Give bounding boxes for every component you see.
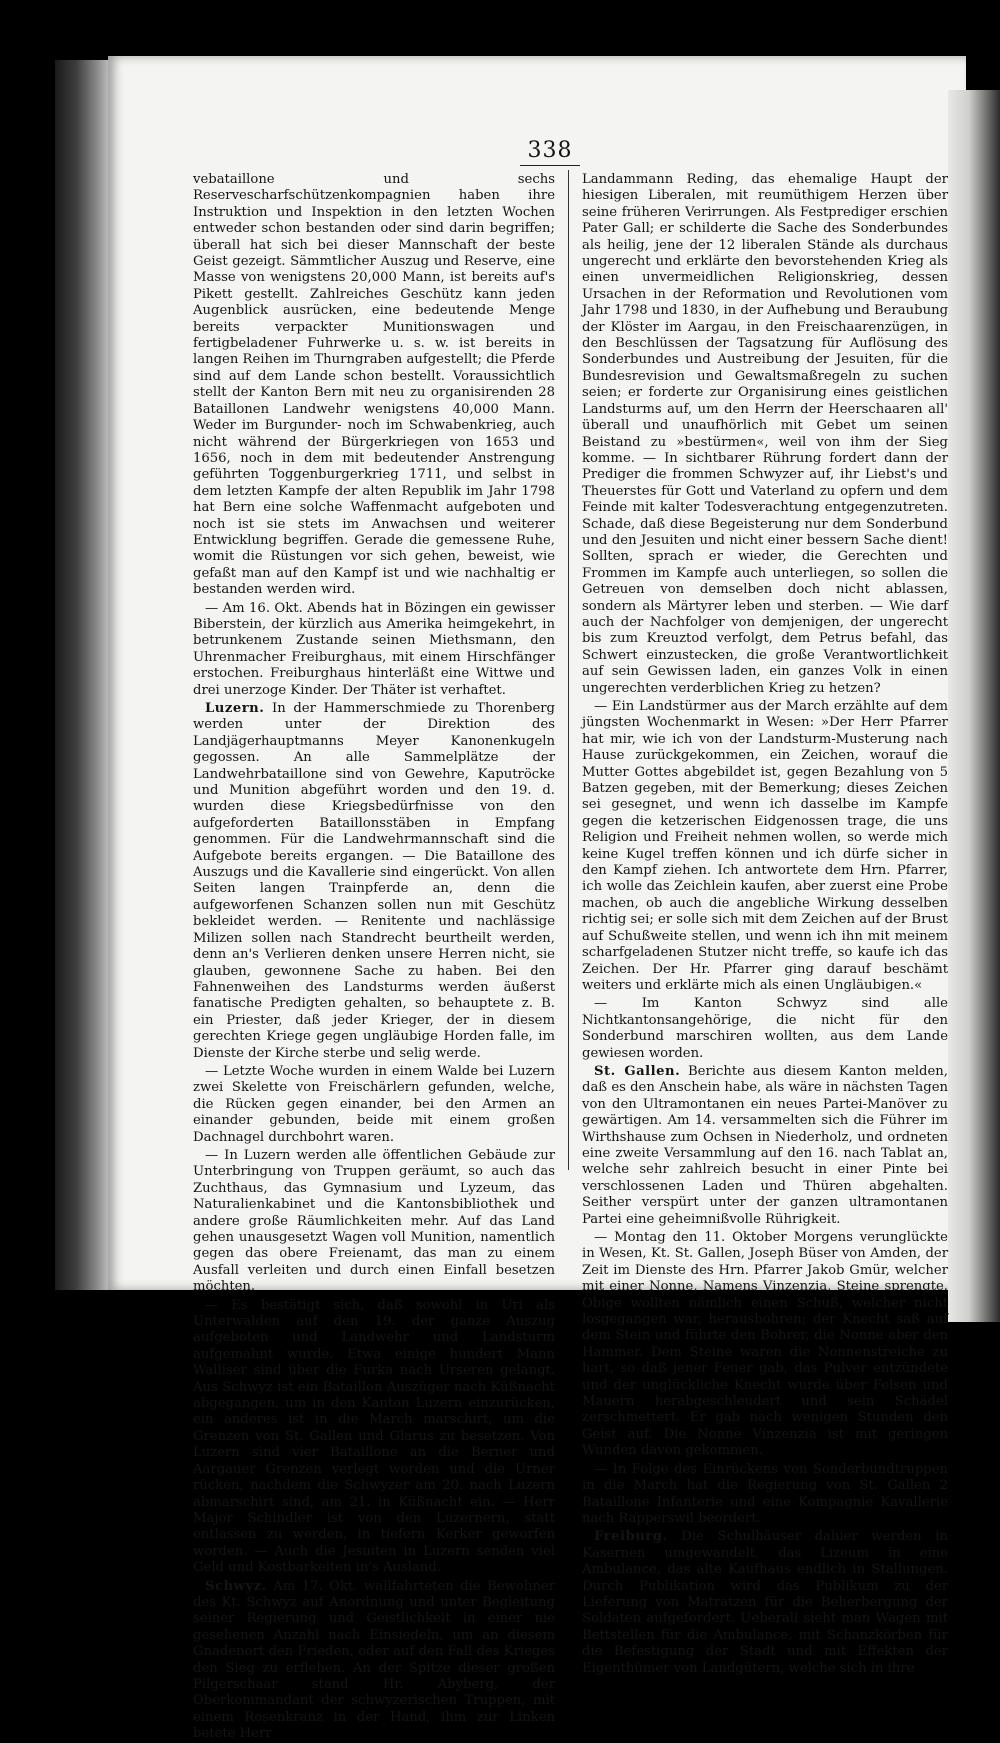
place-heading: Schwyz. [205,1578,267,1594]
paragraph-text: Am 17. Okt. wallfahrteten die Bewohner des Kt. Schwyz auf Anordnung und unter Begleitung seiner Regierung und Geistlichkeit in einer nie gesehenen Anzahl nach Einsiedeln, um an diesem Gnadenort den Frieden, oder auf den Fall des Krieges den Sieg zu erflehen. An der Spitze dieser großen Pilgerschaar stand Hr. Abyberg, der Oberkommandant der schwyzerischen Truppen, mit einem Rosenkranz in der Hand, ihm zur Linken betete Herr [193,1578,555,1742]
place-heading: Luzern. [205,701,265,716]
page-edge [948,90,1000,1322]
paragraph-text: — Letzte Woche wurden in einem Walde bei Luzern zwei Skelette von Freischärlern gefunden, welche, die Rücken gegen einander, bei den Armen an einander gebunden, beide mit einem großen Dachnagel durchbohrt waren. [193,1063,555,1145]
left-column [193,172,555,1742]
paragraph [193,172,555,599]
paragraph-text: — Im Kanton Schwyz sind alle Nichtkantonsangehörige, die nicht für den Sonderbund marschiren wollten, aus dem Lande gewiesen worden. [582,996,948,1061]
paragraph-text: — Ein Landstürmer aus der March erzählte auf dem jüngsten Wochenmarkt in Wesen: »Der Herr Pfarrer hat mir, wie ich von der Landsturm-Musterung nach Hause zurückgekommen, ein Zeichen, worauf die Mutter Gottes abgebildet ist, gegen Bezahlung von 5 Batzen gegeben, mit der Bemerkung; dieses Zeichen sei gesegnet, und wenn ich dasselbe im Kampfe gegen die ketzerischen Eidgenossen trage, die uns Religion und Freiheit nehmen wollen, so werde mich keine Kugel treffen können und ich dürfe sicher in den Kampf ziehen. Ich antwortete dem Hrn. Pfarrer, ich wolle das Zeichlein kaufen, aber zuerst eine Probe machen, ob auch die angebliche Wirkung desselben richtig sei; er solle sich mit dem Zeichen auf der Brust auf Schußweite stellen, und wenn ich ihn mit meinem scharfgeladenen Stutzer nicht treffe, so kaufe ich das Zeichen. Der Hr. Pfarrer ging darauf beschämt weiters und erklärte mich als einen Ungläubigen.« [582,699,948,993]
right-column [582,172,949,1676]
paragraph [582,1462,948,1528]
paragraph [582,172,948,697]
paragraph-text: Die Schulhäuser dahier werden in Kasernen umgewandelt, das Lizeum in eine Ambulance, das alte Kaufhaus endlich in Stallungen. Durch Publikation wird das Publikum zu der Lieferung von Matratzen für die Beherbergung der Soldaten aufgefordert. Ueberall sieht man Wagen mit Bettstellen für die Ambulance, mit Schanzkörben für die Befestigung der Stadt und mit Effekten der Eigenthümer von Landgütern, welche sich in ihre [582,1529,948,1676]
page-number-rule [520,165,580,166]
paragraph-text: — Am 16. Okt. Abends hat in Bözingen ein gewisser Biberstein, der kürzlich aus Amerika heimgekehrt, in betrunkenem Zustande seinen Miethsmann, den Uhrenmacher Freiburghaus, mit einem Hirschfänger erstochen. Freiburghaus hinterläßt eine Wittwe und drei unerzoge Kinder. Der Thäter ist verhaftet. [193,600,555,698]
paragraph-text: Berichte aus diesem Kanton melden, daß es den Anschein habe, als wäre in nächsten Tagen von den Ultramontanen ein neues Partei-Manöver zu gewärtigen. Am 14. versammelten sich die Führer im Wirthshause zum Ochsen in Niederholz, und ordneten eine zweite Versammlung auf den 16. nach Tablat an, welche sehr zahlreich besucht in einer Pinte bei verschlossenen Laden und Thüren abgehalten. Seither verspürt unter der ganzen ultramontanen Partei eine geheimnißvolle Rührigkeit. [582,1063,948,1227]
paragraph [193,1579,555,1743]
book-spine [55,60,115,1290]
column-divider [568,170,569,1170]
paragraph-text: — Es bestätigt sich, daß sowohl in Uri als Unterwalden auf den 19. der ganze Auszug aufgeboten und Landwehr und Landsturm aufgemahnt wurde. Etwa einige hundert Mann Walliser sind über die Furka nach Urseren gelangt. Aus Schwyz ist ein Bataillon Auszüger nach Küßnacht abgegangen, um in den Kanton Luzern einzurücken, ein anderes ist in die March marschirt, um die Grenzen von St. Gallen und Glarus zu besetzen. Von Luzern sind vier Bataillone an die Berner und Aargauer Grenzen verlegt worden und die Urner rücken, nachdem die Schwyzer am 20. nach Luzern abmarschirt sind, am 21. in Küßnacht ein. — Herr Major Schindler ist von den Luzernern, statt entlassen zu werden, in tiefern Kerker geworfen worden. — Auch die Jesuiten in Luzern senden viel Geld und Kostbarkeiten in's Ausland. [193,1297,555,1576]
paragraph [582,1064,948,1228]
place-heading: Freiburg. [594,1529,668,1545]
paragraph [193,1064,555,1146]
paragraph-text: — Montag den 11. Oktober Morgens verunglückte in Wesen, Kt. St. Gallen, Joseph Büser von Amden, der Zeit im Dienste des Hrn. Pfarrer Jakob Gmür, welcher mit einer Nonne, Namens Vinzenzia, Steine sprengte. Obige wollten nämlich einen Schuß, welcher nicht losgegangen war, herausbohren; der Knecht saß auf dem Stein und führte den Bohrer, die Nonne aber den Hammer. Dem Steine waren die Nonnenstreiche zu hart, so daß jener Feuer gab, das Pulver entzündete und der unglückliche Knecht wurde über Felsen und Mauern herabgeschleudert und sein Schädel zerschmettert. Er gab nach wenigen Stunden den Geist auf. Die Nonne Vinzenzia ist mit geringen Wunden davon gekommen. [582,1230,948,1459]
paragraph-text: — In Luzern werden alle öffentlichen Gebäude zur Unterbringung von Truppen geräumt, so auch das Zuchthaus, das Gymnasium und Lyzeum, das Naturalienkabinet und die Kantonsbibliothek und andere große Räumlichkeiten mehr. Auf das Land gehen unausgesetzt Wagen voll Munition, namentlich gegen das obere Freienamt, das man zu einem Ausfall verleiten und durch einen Einfall besetzen möchten. [193,1147,555,1295]
paragraph [193,701,555,1062]
paragraph-text: vebataillone und sechs Reservescharfschützenkompagnien haben ihre Instruktion und Inspektion in den letzten Wochen entweder schon bestanden oder sind darin begriffen; überall hat sich bei dieser Mannschaft der beste Geist gezeigt. Sämmtlicher Auszug und Reserve, eine Masse von wenigstens 20,000 Mann, ist bereits auf's Pikett gestellt. Zahlreiches Geschütz kann jeden Augenblick ausrücken, eine bedeutende Menge bereits verpackter Munitionswagen und fertigbeladener Fuhrwerke u. s. w. ist bereits in langen Reihen im Thurngraben aufgestellt; die Pferde sind auf dem Lande schon bestellt. Voraussichtlich stellt der Kanton Bern mit neu zu organisirenden 28 Bataillonen Landwehr wenigstens 40,000 Mann. Weder im Burgunder- noch im Schwabenkrieg, auch nicht während der Bürgerkriegen von 1653 und 1656, noch in dem mit bedeutender Anstrengung geführten Toggenburgerkrieg 1711, und selbst in dem letzten Kampfe der alten Republik im Jahr 1798 hat Bern eine solche Waffenmacht aufgeboten und noch ist sie stets im Anwachsen und weiterer Entwicklung begriffen. Gerade die gemessene Ruhe, womit die Rüstungen vor sich gehen, beweist, wie gefaßt man auf den Kampf ist und wie nachhaltig er bestanden werden wird. [193,172,555,598]
paragraph [582,699,948,994]
paragraph [582,996,948,1062]
page-number: 338 [527,138,573,163]
paragraph [582,1529,948,1677]
place-heading: St. Gallen. [594,1063,681,1079]
paragraph [193,1148,555,1296]
paragraph-text: In der Hammerschmiede zu Thorenberg werden unter der Direktion des Landjägerhauptmanns Meyer Kanonenkugeln gegossen. An alle Sammelplätze der Landwehrbataillone sind von Gewehre, Kaputröcke und Munition abgeführt worden und den 19. d. wurden diese Kriegsbedürfnisse von den aufgeforderten Bataillonsstäben in Empfang genommen. Für die Landwehrmannschaft sind die Aufgebote bereits ergangen. — Die Bataillone des Auszugs und die Kavallerie sind eingerückt. Von allen Seiten langen Trainpferde an, denn die aufgeworfenen Schanzen sollen nun mit Geschütz bekleidet werden. — Renitente und nachlässige Milizen sollen nach Standrecht beurtheilt werden, denn an's Verlieren denken unsere Herren nicht, sie glauben, gewonnene Sache zu haben. Bei den Fahnenweihen des Landsturms werden äußerst fanatische Predigten gehalten, so behauptete z. B. ein Priester, daß jeder Krieger, der in diesem gerechten Kriege gegen ungläubige Horden falle, im Dienste der Kirche sterbe und selig werde. [193,701,555,1061]
paragraph [582,1230,948,1460]
paragraph-text: — In Folge des Einrückens von Sonderbundtruppen in die March hat die Regierung von St. Gallen 2 Bataillone Infanterie und eine Kompagnie Kavallerie nach Rapperswil beordert. [582,1461,948,1526]
paragraph [193,1298,555,1577]
paragraph-text: Landammann Reding, das ehemalige Haupt der hiesigen Liberalen, mit reumüthigem Herzen über seine früheren Verirrungen. Als Festprediger erschien Pater Gall; er schilderte die Sache des Sonderbundes als heilig, jene der 12 liberalen Stände als durchaus ungerecht und erklärte den bevorstehenden Krieg als einen unvermeidlichen Religionskrieg, dessen Ursachen in der Reformation und Revolutionen vom Jahr 1798 und 1830, in der Aufhebung und Beraubung der Klöster im Aargau, in den Freischaarenzügen, in den Beschlüssen der Tagsatzung für Auflösung des Sonderbundes und Austreibung der Jesuiten, für die Bundesrevision und Gewaltsmaßregeln zu suchen seien; er forderte zur Organisirung eines geistlichen Landsturms auf, um den Herrn der Heerschaaren all' überall und unaufhörlich mit Gebet um seinen Beistand zu »bestürmen«, weil von ihm der Sieg komme. — In sichtbarer Rührung fordert dann der Prediger die frommen Schwyzer auf, ihr Liebst's und Theuerstes für Gott und Vaterland zu opfern und dem Feinde mit kalter Todesverachtung entgegenzutreten. Schade, daß diese Begeisterung nur dem Sonderbund und den Jesuiten und nicht einer bessern Sache dient! Sollten, sprach er wieder, die Gerechten und Frommen im Kampfe auch unterliegen, so sollen die Getreuen von demselben doch nicht ablassen, sondern als Märtyrer leben und sterben. — Wie darf auch der Nachfolger von demjenigen, der ungerecht bis zum Kreuztod verfolgt, dem Petrus befahl, das Schwert einzustecken, die große Verantwortlichkeit auf sein Gewissen laden, ein ganzes Volk in einen ungerechten verderblichen Krieg zu hetzen? [582,172,949,696]
paragraph [193,601,555,699]
